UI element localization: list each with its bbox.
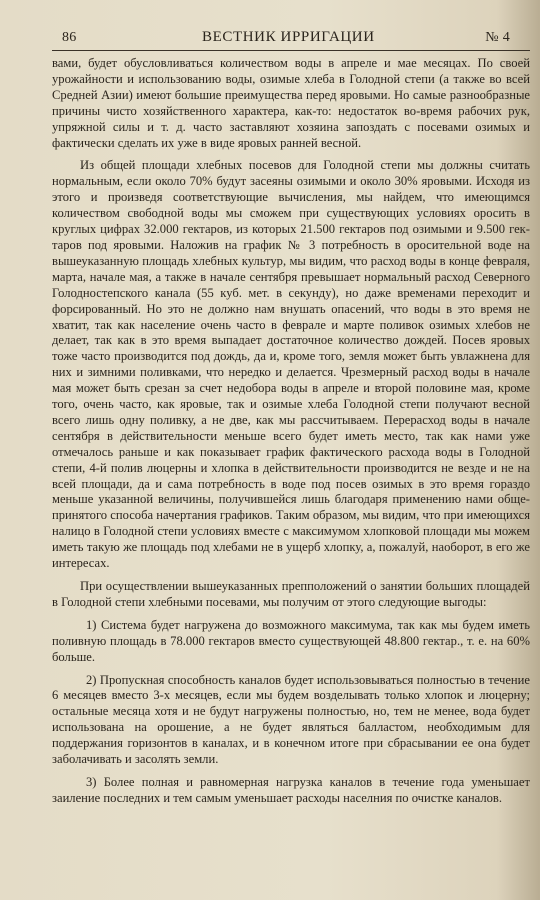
article-body [52, 56, 530, 814]
benefit-item-2: 2) Пропускная способность каналов будет использовываться полностью в течение 6 месяцев вместо 3-х месяцев, если мы будем возделывать только хлопок и люцерну; остальные месяца хотя и не будут нагружены полностью, но, тем не менее, вода будет использована на орошение, а не будет являться балластом, необходимым для поддержания горизонтов в каналах, и в конечном итоге при сбрасывании ее она будет заболачивать и засолять земли. [52, 672, 530, 767]
page-number: 86 [62, 30, 77, 45]
paragraph-grain-area: Из общей площади хлебных посевов для Голодной степи мы должны считать нормальным, если около 70% будут засеяны озимыми и около 30% яровыми. Исходя из этого и произведя соответствующие вычисления, мы найдем, что имеющимся количеством свободной воды мы сможем при существующих условиях оросить в круглых цифрах 32.000 гектаров, из которых 21.500 гектаров под озимыми и 9.500 гектаров под яровыми. Наложив на график № 3 потребность в оросительной воде на вышеуказанную площадь хлебных культур, мы видим, что расход воды в конце февраля, марта, начале мая, а также в начале сентября превышает нормальный расход Северного Голодностепского канала (55 куб. мет. в секунду), но даже временами переходит и форсированный. Но это не должно нам внушать опасений, что воды в это время не хватит, так как население очень часто в феврале и марте поливок озимых хлебов не делает, так как в это время выпадает достаточное количество дождей. Посев яровых тоже часто производится под дождь, да и, кроме того, земля может быть увлажнена для них и зимними поливками, что нередко и делается. Чрезмерный расход воды в начале мая может быть срезан за счет недобора воды в апреле и второй половине мая, кроме того, очень часто, как яровые, так и озимые хлеба Голодной степи получают весной всего лишь одну поливку, а не две, как мы рассчитываем. Перерасход воды в начале сентября в действительности меньше всего будет иметь место, так как нами уже отмечалось раньше и как показывает график фактического расхода воды в Голодной степи, 4-й полив люцерны и хлопка в действительности производится не везде и не на всей площади, да и сама потребность в воде под посев озимых в это время гораздо меньше указанной величины, получившейся лишь благодаря применению нами обще-принятого способа начертания графиков. Таким образом, мы видим, что при имеющихся налицо в Голодной степи условиях вместе с максимумом хлопковой площади мы можем иметь такую же площадь под хлебами не в ущерб хлопку, а, пожалуй, наоборот, в его же интересах. [52, 158, 530, 571]
paragraph-benefits-intro: При осуществлении вышеуказанных препположений о занятии больших площадей в Голодной степи хлебными посевами, мы получим от этого следующие выгоды: [52, 579, 530, 609]
benefit-item-3: 3) Более полная и равномерная нагрузка каналов в течение года уменьшает заиление последних и тем самым уменьшает расходы населния по очистке каналов. [52, 774, 530, 805]
issue-number: № 4 [485, 30, 510, 45]
header-rule [52, 50, 530, 51]
page-header [52, 28, 530, 50]
journal-title: ВЕСТНИК ИРРИГАЦИИ [202, 29, 375, 45]
benefit-item-1: 1) Система будет нагружена до возможного максимума, так как мы будем иметь поливную площадь в 78.000 гектаров вместо существующей 48.800 гектар., т. е. на 60% больше. [52, 617, 530, 664]
paragraph-continuation: вами, будет обусловливаться количеством воды в апреле и мае месяцах. По своей урожайности и использованию воды, озимые хлеба в Голодной степи (а также во всей Средней Азии) имеют большие преимущества перед яровыми. Но самые разнообразные причины чисто хозяйственного характера, как-то: недостаток во-время рабочих рук, упряжной силы и т. д. часто заставляют хозяина запоздать с посевами озимых и фактически сделать их уже в виде яровых ранней весной. [52, 56, 530, 150]
